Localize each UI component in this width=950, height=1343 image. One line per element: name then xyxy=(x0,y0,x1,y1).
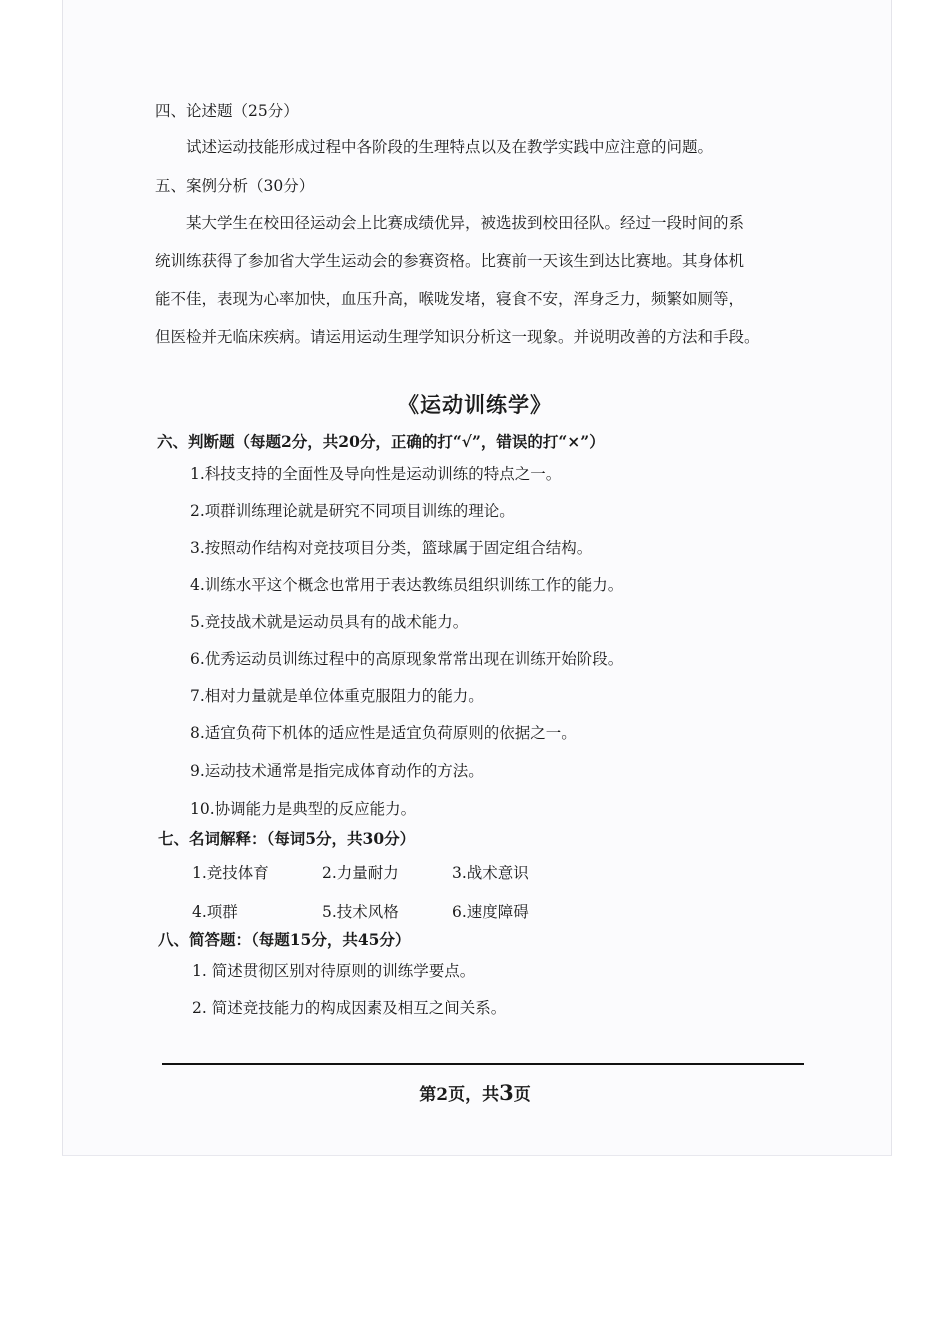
term-item: 6.速度障碍 xyxy=(452,903,529,921)
true-false-item: 5.竞技战术就是运动员具有的战术能力。 xyxy=(190,613,469,631)
section5-line: 但医检并无临床疾病。请运用运动生理学知识分析这一现象。并说明改善的方法和手段。 xyxy=(155,328,760,346)
footer-rule xyxy=(162,1063,804,1065)
true-false-item: 9.运动技术通常是指完成体育动作的方法。 xyxy=(190,762,484,780)
term-item: 1.竞技体育 xyxy=(192,864,269,882)
section5-line: 能不佳，表现为心率加快，血压升高，喉咙发堵，寝食不安，浑身乏力，频繁如厕等， xyxy=(155,290,745,308)
section7-heading: 七、名词解释：（每词5分，共30分） xyxy=(158,829,416,848)
page-number-prefix: 第2页，共 xyxy=(419,1085,500,1105)
term-item: 4.项群 xyxy=(192,903,238,921)
short-answer-item: 2. 简述竞技能力的构成因素及相互之间关系。 xyxy=(192,999,507,1017)
section5-line: 统训练获得了参加省大学生运动会的参赛资格。比赛前一天该生到达比赛地。其身体机 xyxy=(155,252,745,270)
term-item: 2.力量耐力 xyxy=(322,864,399,882)
short-answer-item: 1. 简述贯彻区别对待原则的训练学要点。 xyxy=(192,962,476,980)
page-number-total: 3 xyxy=(499,1080,514,1105)
true-false-item: 3.按照动作结构对竞技项目分类，篮球属于固定组合结构。 xyxy=(190,539,593,557)
true-false-item: 7.相对力量就是单位体重克服阻力的能力。 xyxy=(190,687,484,705)
section4-heading: 四、论述题（25分） xyxy=(155,102,299,120)
section5-line: 某大学生在校田径运动会上比赛成绩优异，被选拔到校田径队。经过一段时间的系 xyxy=(186,214,745,232)
section5-heading: 五、案例分析（30分） xyxy=(155,177,315,195)
page-number xyxy=(0,1080,950,1105)
true-false-item: 4.训练水平这个概念也常用于表达教练员组织训练工作的能力。 xyxy=(190,576,624,594)
term-item: 3.战术意识 xyxy=(452,864,529,882)
subject-title: 《运动训练学》 xyxy=(398,392,552,417)
page-number-suffix: 页 xyxy=(513,1085,531,1105)
true-false-item: 6.优秀运动员训练过程中的高原现象常常出现在训练开始阶段。 xyxy=(190,650,624,668)
term-item: 5.技术风格 xyxy=(322,903,399,921)
true-false-item: 10.协调能力是典型的反应能力。 xyxy=(190,800,417,818)
section6-heading: 六、判断题（每题2分，共20分，正确的打“√”，错误的打“×”） xyxy=(157,432,605,451)
section4-question: 试述运动技能形成过程中各阶段的生理特点以及在教学实践中应注意的问题。 xyxy=(186,138,714,156)
true-false-item: 8.适宜负荷下机体的适应性是适宜负荷原则的依据之一。 xyxy=(190,724,577,742)
true-false-item: 2.项群训练理论就是研究不同项目训练的理论。 xyxy=(190,502,515,520)
true-false-item: 1.科技支持的全面性及导向性是运动训练的特点之一。 xyxy=(190,465,562,483)
section8-heading: 八、简答题：（每题15分，共45分） xyxy=(158,930,411,949)
